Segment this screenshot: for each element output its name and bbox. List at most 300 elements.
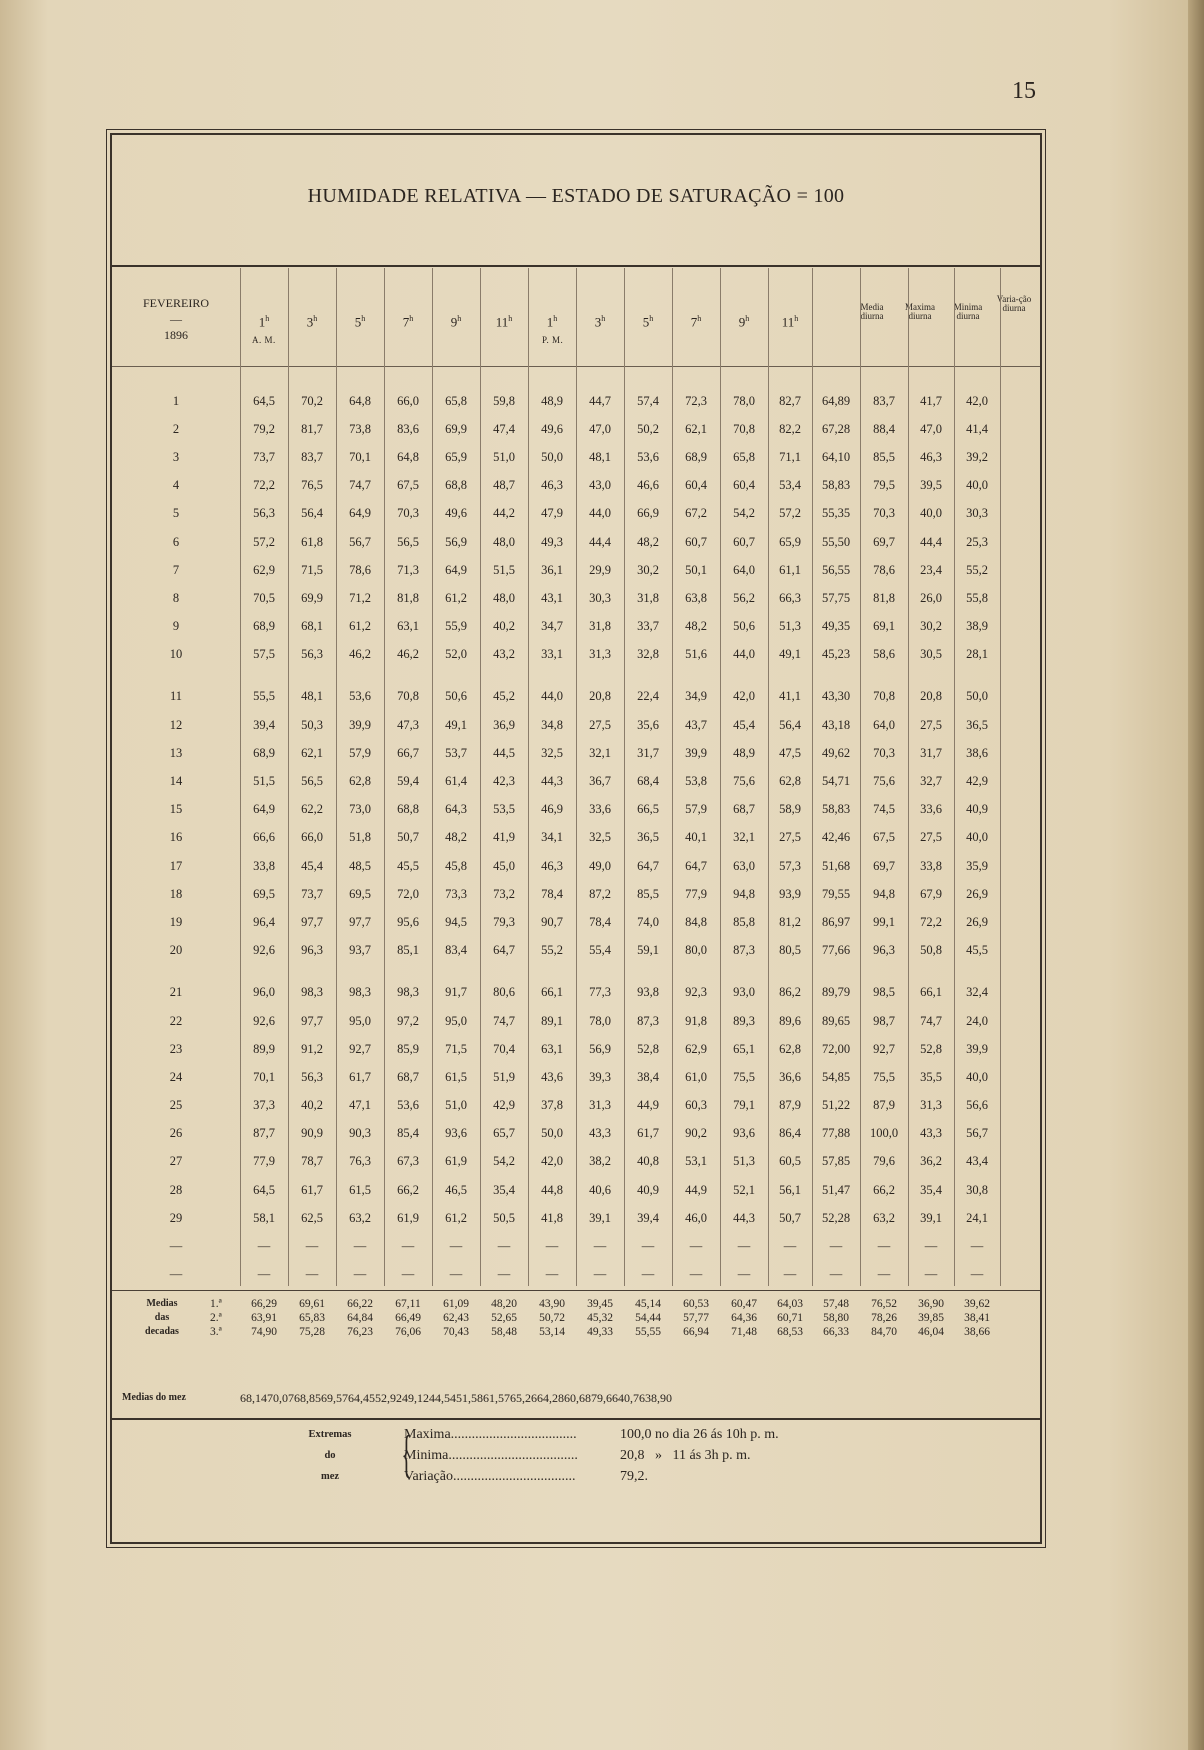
value-cell: 40,1: [685, 830, 707, 845]
value-cell: 31,3: [920, 1098, 942, 1113]
value-cell: 56,3: [301, 647, 323, 662]
value-cell: 85,5: [873, 449, 895, 464]
day-cell: 19: [169, 914, 183, 929]
decada-value: 53,14: [539, 1326, 565, 1338]
value-cell: 44,0: [541, 689, 563, 704]
value-cell: 96,3: [873, 943, 895, 958]
value-cell: —: [401, 1239, 415, 1254]
value-cell: 39,9: [685, 745, 707, 760]
value-cell: 78,6: [873, 562, 895, 577]
mez-value: 68,85: [294, 1390, 321, 1405]
value-cell: 91,8: [685, 1013, 707, 1028]
value-cell: 32,1: [589, 745, 611, 760]
dash-row: [112, 1232, 1000, 1260]
decada-value: 46,04: [918, 1326, 944, 1338]
value-cell: 87,2: [589, 886, 611, 901]
decada-value: 66,29: [251, 1298, 277, 1310]
value-cell: 89,79: [821, 985, 851, 1000]
decada-value: 38,41: [964, 1312, 990, 1324]
value-cell: 89,3: [733, 1013, 755, 1028]
value-cell: 66,2: [397, 1182, 419, 1197]
value-cell: 39,1: [589, 1210, 611, 1225]
value-cell: 68,8: [445, 478, 467, 493]
value-cell: 85,1: [397, 943, 419, 958]
value-cell: 39,9: [349, 717, 371, 732]
decada-value: 66,49: [395, 1312, 421, 1324]
decada-row: [210, 1297, 1000, 1311]
daily-table: [112, 373, 1000, 1289]
value-cell: 57,3: [779, 858, 801, 873]
value-cell: 56,7: [349, 534, 371, 549]
variacao-value: 79,2.: [620, 1469, 648, 1484]
value-cell: 75,6: [733, 774, 755, 789]
table-row: [112, 937, 1000, 965]
value-cell: 41,7: [920, 393, 942, 408]
value-cell: 90,2: [685, 1126, 707, 1141]
value-cell: 56,7: [966, 1126, 988, 1141]
value-cell: 91,7: [445, 985, 467, 1000]
value-cell: 64,3: [445, 802, 467, 817]
day-cell: 27: [169, 1154, 183, 1169]
day-cell: 2: [172, 421, 180, 436]
hour-header: [528, 313, 576, 328]
value-cell: 41,9: [493, 830, 515, 845]
value-cell: 39,2: [966, 449, 988, 464]
value-cell: 30,8: [966, 1182, 988, 1197]
value-cell: 75,6: [873, 774, 895, 789]
value-cell: 69,7: [873, 534, 895, 549]
value-cell: 43,18: [821, 717, 851, 732]
decada-value: 65,83: [299, 1312, 325, 1324]
decada-value: 36,90: [918, 1298, 944, 1310]
value-cell: 42,0: [966, 393, 988, 408]
value-cell: 86,2: [779, 985, 801, 1000]
value-cell: 34,9: [685, 689, 707, 704]
value-cell: 73,2: [493, 886, 515, 901]
value-cell: 76,5: [301, 478, 323, 493]
value-cell: —: [257, 1267, 271, 1282]
value-cell: 58,9: [779, 802, 801, 817]
hour-suffix: h: [313, 314, 318, 323]
decada-value: 43,90: [539, 1298, 565, 1310]
value-cell: 35,6: [637, 717, 659, 732]
day-cell: 17: [169, 858, 183, 873]
table-row: [112, 500, 1000, 528]
value-cell: —: [970, 1267, 984, 1282]
value-cell: —: [689, 1239, 703, 1254]
table-row: [112, 584, 1000, 612]
hour-suffix: h: [265, 314, 270, 323]
mez-value: 51,58: [456, 1390, 483, 1405]
value-cell: 50,0: [966, 689, 988, 704]
extremas-brace: {: [401, 1426, 412, 1483]
value-cell: 33,8: [920, 858, 942, 873]
value-cell: 66,7: [397, 745, 419, 760]
value-cell: 58,1: [253, 1210, 275, 1225]
value-cell: 50,3: [301, 717, 323, 732]
hour-header: [384, 313, 432, 328]
hour-header: [624, 313, 672, 328]
day-cell: 11: [169, 689, 183, 704]
extremas-rule: [112, 1418, 1040, 1420]
decada-value: 63,91: [251, 1312, 277, 1324]
value-cell: 47,4: [493, 421, 515, 436]
value-cell: 51,8: [349, 830, 371, 845]
day-cell: 13: [169, 745, 183, 760]
value-cell: 43,2: [493, 647, 515, 662]
value-cell: —: [593, 1267, 607, 1282]
value-cell: 43,6: [541, 1069, 563, 1084]
value-cell: 78,0: [733, 393, 755, 408]
value-cell: 39,9: [966, 1041, 988, 1056]
minima-leader: .....................................: [448, 1448, 578, 1463]
value-cell: 90,3: [349, 1126, 371, 1141]
value-cell: 72,2: [253, 478, 275, 493]
value-cell: 49,35: [821, 619, 851, 634]
value-cell: 51,3: [779, 619, 801, 634]
value-cell: 64,89: [821, 393, 851, 408]
value-cell: 81,8: [397, 590, 419, 605]
value-cell: 48,2: [637, 534, 659, 549]
value-cell: —: [353, 1267, 367, 1282]
minima-value: 20,8 » 11 ás 3h p. m.: [620, 1448, 751, 1463]
value-cell: 35,4: [493, 1182, 515, 1197]
value-cell: 33,6: [920, 802, 942, 817]
value-cell: 63,8: [685, 590, 707, 605]
value-cell: 96,0: [253, 985, 275, 1000]
value-cell: 81,2: [779, 914, 801, 929]
value-cell: 50,6: [445, 689, 467, 704]
value-cell: 64,9: [253, 802, 275, 817]
decada-value: 50,72: [539, 1312, 565, 1324]
decada-value: 78,26: [871, 1312, 897, 1324]
value-cell: 44,3: [541, 774, 563, 789]
value-cell: 71,2: [349, 590, 371, 605]
day-cell: 15: [169, 802, 183, 817]
value-cell: 36,7: [589, 774, 611, 789]
value-cell: 56,6: [966, 1098, 988, 1113]
value-cell: 97,7: [301, 914, 323, 929]
hour-number: 11: [781, 314, 795, 330]
day-cell: 5: [172, 506, 180, 521]
value-cell: 57,2: [253, 534, 275, 549]
value-cell: 44,0: [733, 647, 755, 662]
value-cell: —: [737, 1267, 751, 1282]
hour-number: 9: [450, 314, 458, 330]
value-cell: 43,1: [541, 590, 563, 605]
day-cell: 18: [169, 886, 183, 901]
mez-value: 49,12: [402, 1390, 429, 1405]
value-cell: 55,50: [821, 534, 851, 549]
hour-header: [432, 313, 480, 328]
value-cell: 64,5: [253, 1182, 275, 1197]
value-cell: 32,1: [733, 830, 755, 845]
value-cell: 73,7: [301, 886, 323, 901]
value-cell: 71,1: [779, 449, 801, 464]
value-cell: 67,28: [821, 421, 851, 436]
variacao-leader: ...................................: [452, 1469, 576, 1484]
value-cell: 65,7: [493, 1126, 515, 1141]
value-cell: 80,5: [779, 943, 801, 958]
value-cell: 44,3: [733, 1210, 755, 1225]
value-cell: 87,3: [637, 1013, 659, 1028]
value-cell: 87,9: [873, 1098, 895, 1113]
value-cell: —: [641, 1239, 655, 1254]
value-cell: 39,5: [920, 478, 942, 493]
value-cell: 68,9: [253, 745, 275, 760]
value-cell: 44,2: [493, 506, 515, 521]
value-cell: 62,1: [301, 745, 323, 760]
hour-suffix: h: [697, 314, 702, 323]
value-cell: 70,8: [397, 689, 419, 704]
variacao-diurna-header: Varia-ção diurna: [996, 294, 1032, 313]
value-cell: 88,4: [873, 421, 895, 436]
value-cell: 45,4: [301, 858, 323, 873]
value-cell: 68,4: [637, 774, 659, 789]
pm-label: P. M.: [542, 335, 564, 345]
decadas-label-1: Medias: [146, 1298, 178, 1309]
value-cell: 93,9: [779, 886, 801, 901]
decada-number: 3.ª: [210, 1326, 222, 1338]
value-cell: 66,5: [637, 802, 659, 817]
value-cell: 50,0: [541, 1126, 563, 1141]
value-cell: 78,4: [541, 886, 563, 901]
value-cell: 70,5: [253, 590, 275, 605]
decada-value: 54,44: [635, 1312, 661, 1324]
value-cell: 30,2: [920, 619, 942, 634]
value-cell: 70,3: [397, 506, 419, 521]
day-cell: 8: [172, 590, 180, 605]
hour-header: [480, 313, 528, 328]
value-cell: 24,1: [966, 1210, 988, 1225]
value-cell: 35,9: [966, 858, 988, 873]
table-row: [112, 683, 1000, 711]
value-cell: 98,3: [349, 985, 371, 1000]
value-cell: 62,8: [349, 774, 371, 789]
value-cell: 68,9: [685, 449, 707, 464]
value-cell: 40,6: [589, 1182, 611, 1197]
value-cell: 78,4: [589, 914, 611, 929]
value-cell: 49,6: [541, 421, 563, 436]
value-cell: 44,0: [589, 506, 611, 521]
hour-header: [576, 313, 624, 328]
value-cell: 99,1: [873, 914, 895, 929]
value-cell: —: [497, 1267, 511, 1282]
value-cell: 52,28: [821, 1210, 851, 1225]
day-cell: —: [169, 1267, 183, 1282]
value-cell: 53,8: [685, 774, 707, 789]
value-cell: 40,9: [637, 1182, 659, 1197]
decadas-label-3: decadas: [145, 1326, 179, 1337]
decada-value: 69,61: [299, 1298, 325, 1310]
value-cell: 39,1: [920, 1210, 942, 1225]
hour-suffix: h: [508, 314, 513, 323]
table-row: [112, 824, 1000, 852]
value-cell: 62,2: [301, 802, 323, 817]
value-cell: 42,0: [541, 1154, 563, 1169]
value-cell: 61,5: [445, 1069, 467, 1084]
decada-value: 84,70: [871, 1326, 897, 1338]
value-cell: 61,7: [637, 1126, 659, 1141]
value-cell: 93,6: [733, 1126, 755, 1141]
value-cell: 80,6: [493, 985, 515, 1000]
value-cell: 68,9: [253, 619, 275, 634]
value-cell: 89,1: [541, 1013, 563, 1028]
decada-value: 66,22: [347, 1298, 373, 1310]
value-cell: 36,5: [637, 830, 659, 845]
value-cell: 77,88: [821, 1126, 851, 1141]
decada-value: 45,32: [587, 1312, 613, 1324]
value-cell: 40,9: [966, 802, 988, 817]
value-cell: 41,8: [541, 1210, 563, 1225]
value-cell: 40,0: [920, 506, 942, 521]
decada-value: 58,48: [491, 1326, 517, 1338]
value-cell: 50,5: [493, 1210, 515, 1225]
value-cell: 70,8: [733, 421, 755, 436]
value-cell: —: [689, 1267, 703, 1282]
value-cell: 26,9: [966, 914, 988, 929]
extremas-label-3: mez: [320, 1471, 340, 1482]
mez-values: [240, 1390, 672, 1406]
value-cell: 95,0: [445, 1013, 467, 1028]
month-header: [112, 295, 240, 343]
value-cell: 53,6: [637, 449, 659, 464]
value-cell: 60,7: [733, 534, 755, 549]
maxima-label: Maxima: [404, 1427, 451, 1442]
value-cell: 71,3: [397, 562, 419, 577]
decada-value: 76,23: [347, 1326, 373, 1338]
value-cell: —: [829, 1239, 843, 1254]
value-cell: 78,0: [589, 1013, 611, 1028]
decada-value: 39,85: [918, 1312, 944, 1324]
value-cell: 83,4: [445, 943, 467, 958]
hour-header: [768, 313, 812, 328]
value-cell: 45,5: [397, 858, 419, 873]
day-cell: 21: [169, 985, 183, 1000]
maxima-value: 100,0 no dia 26 ás 10h p. m.: [620, 1427, 779, 1442]
value-cell: 39,3: [589, 1069, 611, 1084]
value-cell: 64,0: [873, 717, 895, 732]
value-cell: 90,7: [541, 914, 563, 929]
value-cell: 63,0: [733, 858, 755, 873]
value-cell: 57,9: [349, 745, 371, 760]
value-cell: 54,85: [821, 1069, 851, 1084]
value-cell: —: [641, 1267, 655, 1282]
value-cell: 38,4: [637, 1069, 659, 1084]
value-cell: —: [783, 1239, 797, 1254]
value-cell: 44,4: [920, 534, 942, 549]
value-cell: 86,97: [821, 914, 851, 929]
hour-number: 7: [690, 314, 698, 330]
value-cell: 89,6: [779, 1013, 801, 1028]
decada-value: 75,28: [299, 1326, 325, 1338]
value-cell: 42,9: [966, 774, 988, 789]
month-dash: —: [170, 312, 182, 326]
value-cell: 49,1: [445, 717, 467, 732]
value-cell: 42,0: [733, 689, 755, 704]
value-cell: 20,8: [920, 689, 942, 704]
value-cell: 64,8: [349, 393, 371, 408]
value-cell: 44,9: [685, 1182, 707, 1197]
value-cell: 44,4: [589, 534, 611, 549]
value-cell: 87,9: [779, 1098, 801, 1113]
value-cell: 79,5: [873, 478, 895, 493]
value-cell: 66,1: [920, 985, 942, 1000]
value-cell: 71,5: [301, 562, 323, 577]
value-cell: 46,3: [920, 449, 942, 464]
value-cell: 61,5: [349, 1182, 371, 1197]
value-cell: 64,7: [493, 943, 515, 958]
value-cell: 33,1: [541, 647, 563, 662]
decada-value: 76,52: [871, 1298, 897, 1310]
value-cell: 59,8: [493, 393, 515, 408]
value-cell: 36,9: [493, 717, 515, 732]
value-cell: 26,9: [966, 886, 988, 901]
year-label: 1896: [164, 328, 188, 342]
decadas-label-2: das: [154, 1312, 170, 1323]
table-row: [112, 852, 1000, 880]
value-cell: 52,8: [637, 1041, 659, 1056]
value-cell: 39,4: [253, 717, 275, 732]
value-cell: 80,0: [685, 943, 707, 958]
value-cell: 36,6: [779, 1069, 801, 1084]
mez-value: 38,90: [645, 1390, 672, 1405]
value-cell: 60,3: [685, 1098, 707, 1113]
value-cell: 56,9: [589, 1041, 611, 1056]
value-cell: 87,3: [733, 943, 755, 958]
value-cell: 79,1: [733, 1098, 755, 1113]
value-cell: 52,0: [445, 647, 467, 662]
day-cell: 24: [169, 1069, 183, 1084]
decada-value: 64,03: [777, 1298, 803, 1310]
value-cell: 98,3: [397, 985, 419, 1000]
value-cell: 79,6: [873, 1154, 895, 1169]
value-cell: 27,5: [589, 717, 611, 732]
value-cell: 70,2: [301, 393, 323, 408]
decada-value: 64,84: [347, 1312, 373, 1324]
value-cell: 35,4: [920, 1182, 942, 1197]
value-cell: 83,6: [397, 421, 419, 436]
value-cell: 57,2: [779, 506, 801, 521]
value-cell: 63,1: [541, 1041, 563, 1056]
value-cell: 56,2: [733, 590, 755, 605]
value-cell: 44,9: [637, 1098, 659, 1113]
value-cell: 61,2: [445, 590, 467, 605]
table-row: [112, 796, 1000, 824]
value-cell: 93,0: [733, 985, 755, 1000]
value-cell: 72,0: [397, 886, 419, 901]
day-cell: —: [169, 1239, 183, 1254]
value-cell: 92,7: [873, 1041, 895, 1056]
value-cell: 44,5: [493, 745, 515, 760]
value-cell: 72,00: [821, 1041, 851, 1056]
value-cell: 75,5: [873, 1069, 895, 1084]
value-cell: 48,0: [493, 590, 515, 605]
value-cell: 37,3: [253, 1098, 275, 1113]
decada-value: 62,43: [443, 1312, 469, 1324]
table-row: [112, 1148, 1000, 1176]
table-row: [112, 880, 1000, 908]
value-cell: 45,5: [966, 943, 988, 958]
value-cell: —: [924, 1239, 938, 1254]
value-cell: 38,2: [589, 1154, 611, 1169]
value-cell: 74,7: [493, 1013, 515, 1028]
mez-value: 65,26: [510, 1390, 537, 1405]
value-cell: 98,5: [873, 985, 895, 1000]
value-cell: 66,2: [873, 1182, 895, 1197]
value-cell: 55,2: [541, 943, 563, 958]
value-cell: 32,8: [637, 647, 659, 662]
